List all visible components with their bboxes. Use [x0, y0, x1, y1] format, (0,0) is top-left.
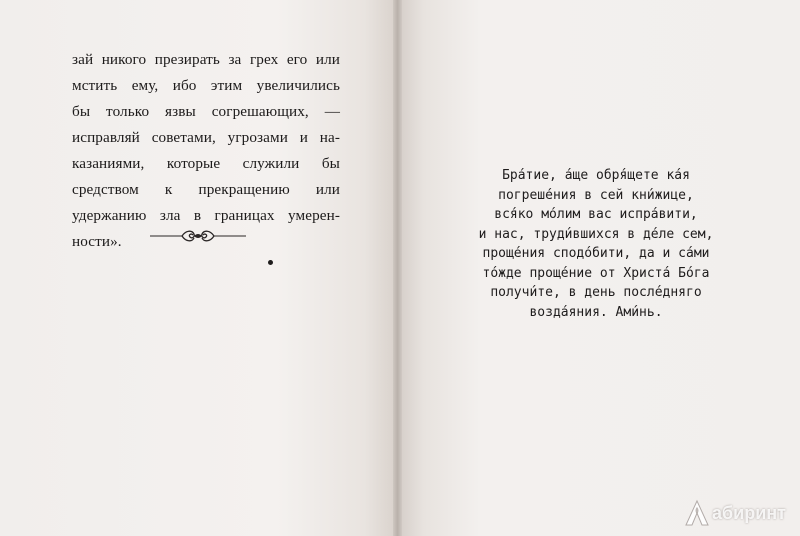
book-gutter [393, 0, 402, 536]
text-line: возда́яния. Ами́нь. [529, 304, 663, 320]
labyrinth-logo-icon [684, 499, 710, 527]
text-line: бы только язвы согрешающих, — [72, 103, 340, 120]
text-line: проще́ния сподо́бити, да и са́ми [482, 246, 710, 261]
text-line: средством к прекращению или [72, 181, 340, 198]
labirint-watermark [684, 498, 786, 528]
text-line: Бра́тие, а́ще обря́щете ка́я [502, 168, 690, 183]
text-line: то́жде проще́ние от Христа́ Бо́га [482, 265, 710, 281]
text-line: удержанию зла в границах умерен- [72, 207, 340, 224]
text-line: мстить ему, ибо этим увеличились [72, 77, 340, 94]
text-line: получи́те, в день после́дняго [490, 285, 702, 300]
text-line: зай никого презирать за грех его или [72, 51, 340, 68]
text-line: и нас, труди́вшихся в де́ле сем, [478, 226, 714, 242]
right-page-prayer-text [426, 166, 766, 322]
text-line: вся́ко мо́лим вас испра́вити, [494, 207, 698, 222]
ink-dot [268, 260, 273, 265]
text-line: казаниями, которые служили бы [72, 155, 340, 172]
text-line: ности». [72, 233, 122, 250]
text-line: погреше́ния в сей кни́жице, [498, 187, 694, 203]
left-page-text [72, 47, 340, 255]
watermark-text: абиринт [712, 502, 786, 523]
flourish-ornament-icon [148, 228, 248, 244]
text-line: исправляй советами, угрозами и на- [72, 129, 340, 146]
